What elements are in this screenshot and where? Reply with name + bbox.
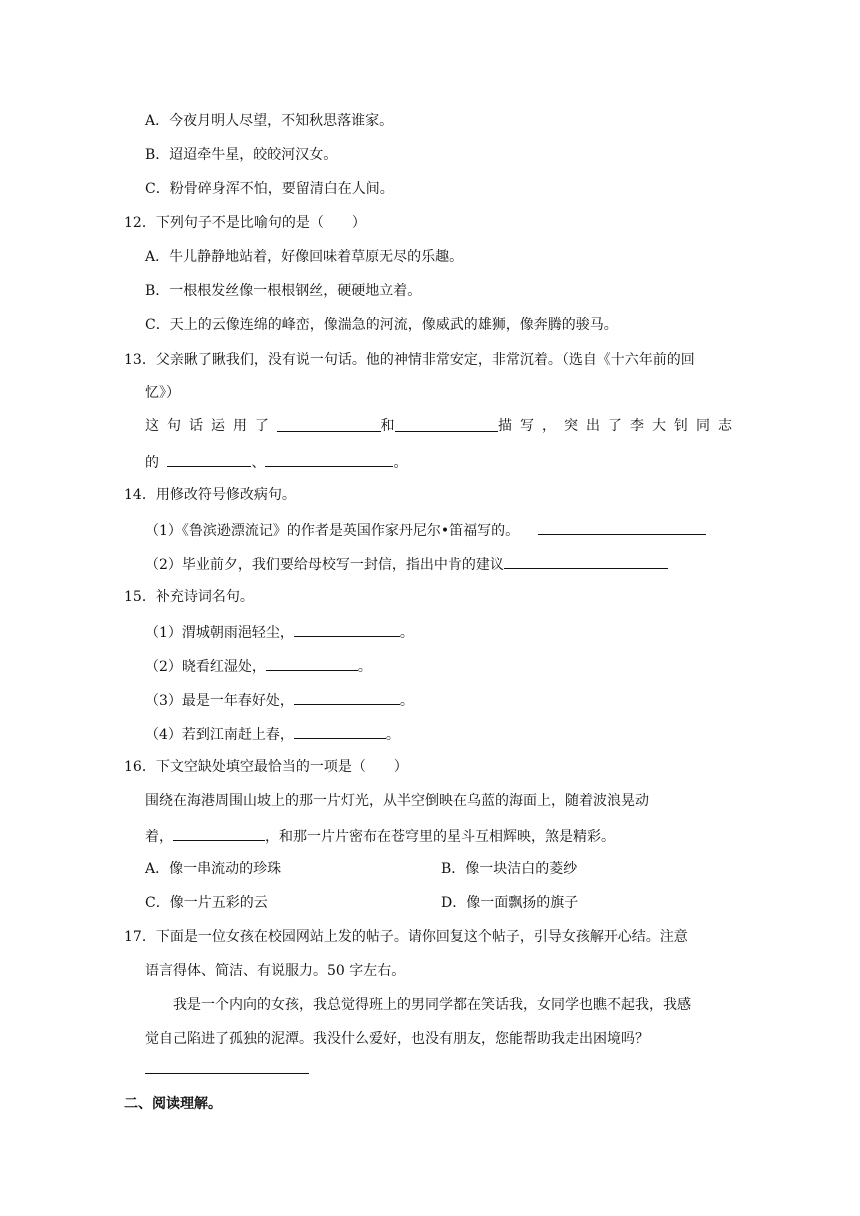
- q12-option-a: A．牛儿静静地站着，好像回味着草原无尽的乐趣。: [145, 249, 464, 265]
- q13-stem-line1: 13．父亲瞅了瞅我们，没有说一句话。他的神情非常安定，非常沉着。（选自《十六年前的回: [124, 352, 695, 368]
- q12-option-b: B．一根根发丝像一根根钢丝，硬硬地立着。: [145, 283, 422, 299]
- q14-item-1-text: （1）《鲁滨逊漂流记》的作者是英国作家丹尼尔•笛福写的。: [145, 523, 520, 539]
- q11-option-c: C．粉骨碎身浑不怕，要留清白在人间。: [145, 181, 394, 197]
- q15-item-2-end: 。: [357, 659, 372, 675]
- section-2-title: 二、阅读理解。: [124, 1096, 222, 1112]
- q15-item-3-end: 。: [399, 693, 414, 709]
- q13-blank-4[interactable]: [265, 451, 393, 467]
- q16-option-a: A．像一串流动的珍珠: [145, 861, 282, 877]
- q16-option-c: C．像一片五彩的云: [145, 895, 268, 911]
- q15-stem: 15．补充诗词名句。: [124, 589, 254, 605]
- q15-item-4-end: 。: [385, 727, 400, 743]
- q16-passage-line2: [145, 825, 615, 847]
- q14-stem: 14．用修改符号修改病句。: [124, 487, 296, 503]
- q17-post-line1: 我是一个内向的女孩，我总觉得班上的男同学都在笑话我，女同学也瞧不起我，我感: [173, 997, 691, 1013]
- q15-item-4-text: （4）若到江南赶上春，: [145, 727, 294, 743]
- q16-option-d: D．像一面飘扬的旗子: [441, 895, 579, 911]
- q17-post-line2: 觉自己陷进了孤独的泥潭。我没什么爱好，也没有朋友，您能帮助我走出困境吗？: [145, 1031, 649, 1047]
- q13-fill-line2: [145, 451, 407, 473]
- q17-answer-line[interactable]: [145, 1058, 309, 1080]
- q13-fill-prefix: 这句话运用了: [145, 418, 277, 434]
- q16-passage-suffix: ，和那一片片密布在苍穹里的星斗互相辉映，煞是精彩。: [265, 829, 615, 845]
- q15-blank-4[interactable]: [294, 723, 386, 739]
- q15-item-1: [145, 621, 414, 643]
- q14-answer-2[interactable]: [504, 553, 668, 569]
- q11-option-a: A．今夜月明人尽望，不知秋思落谁家。: [145, 113, 394, 129]
- q16-stem: 16．下文空缺处填空最恰当的一项是（ ）: [124, 759, 408, 775]
- q15-item-2-text: （2）晓看红湿处，: [145, 659, 266, 675]
- q13-fill-end: 。: [393, 455, 408, 471]
- q14-item-1: [145, 519, 706, 541]
- q13-stem-line2: 忆》）: [145, 385, 180, 401]
- q16-passage-line1: 围绕在海港周围山坡上的那一片灯光，从半空倒映在乌蓝的海面上，随着波浪晃动: [145, 793, 649, 809]
- q13-blank-2[interactable]: [395, 416, 499, 432]
- q14-item-2-text: （2）毕业前夕，我们要给母校写一封信，指出中肯的建议: [145, 557, 504, 573]
- q15-item-1-end: 。: [399, 625, 414, 641]
- q14-item-2: [145, 553, 668, 575]
- q15-item-3-text: （3）最是一年春好处，: [145, 693, 294, 709]
- q17-stem-line2: 语言得体、简洁、有说服力。50 字左右。: [145, 963, 406, 979]
- q15-item-2: [145, 655, 372, 677]
- q14-answer-1[interactable]: [538, 519, 706, 535]
- q16-option-b: B．像一块洁白的菱纱: [441, 861, 578, 877]
- q15-item-3: [145, 689, 414, 711]
- q17-answer-blank[interactable]: [145, 1058, 309, 1074]
- q13-blank-1[interactable]: [277, 416, 381, 432]
- q17-stem-line1: 17．下面是一位女孩在校园网站上发的帖子。请你回复这个帖子，引导女孩解开心结。注意: [124, 929, 688, 945]
- q16-blank[interactable]: [173, 825, 265, 841]
- q15-blank-3[interactable]: [294, 689, 400, 705]
- q15-blank-1[interactable]: [294, 621, 400, 637]
- q12-stem: 12．下列句子不是比喻句的是（ ）: [124, 215, 366, 231]
- q13-fill-suffix: 描写，突出了李大钊同志: [498, 418, 740, 434]
- q15-blank-2[interactable]: [266, 655, 358, 671]
- q12-option-c: C．天上的云像连绵的峰峦，像湍急的河流，像威武的雄狮，像奔腾的骏马。: [145, 317, 618, 333]
- q15-item-1-text: （1）渭城朝雨浥轻尘，: [145, 625, 294, 641]
- q13-fill-and: 和: [380, 418, 395, 434]
- q13-fill-line1: [145, 416, 740, 436]
- q16-passage-prefix: 着，: [145, 829, 173, 845]
- q13-fill-sep: 、: [251, 455, 266, 471]
- q13-fill-de: 的: [145, 455, 159, 471]
- q13-blank-3[interactable]: [167, 451, 251, 467]
- q15-item-4: [145, 723, 400, 745]
- q11-option-b: B．迢迢牵牛星，皎皎河汉女。: [145, 147, 338, 163]
